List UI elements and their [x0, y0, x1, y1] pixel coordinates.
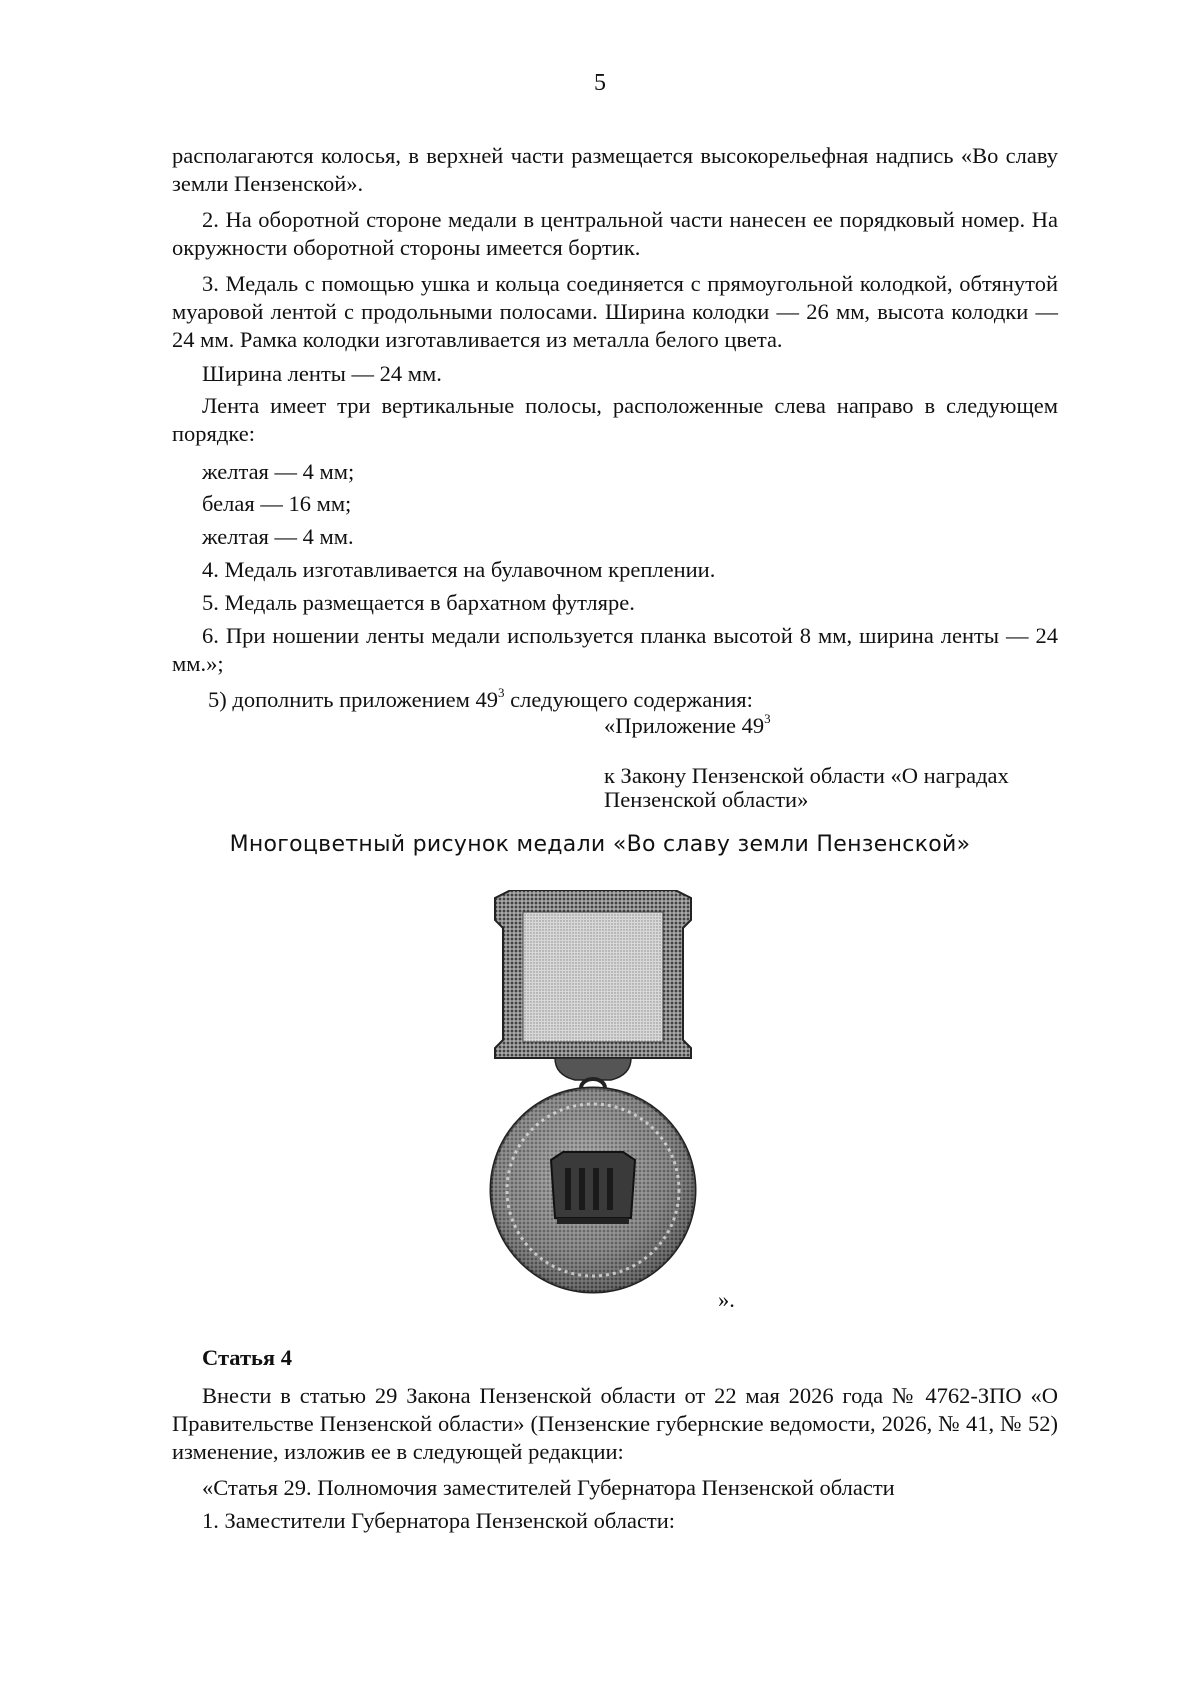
list-item: желтая — 4 мм;: [202, 459, 355, 484]
appendix-line-3: Пензенской области»: [604, 787, 809, 812]
list-item: желтая — 4 мм.: [202, 524, 354, 549]
paragraph-9: 4. Медаль изготавливается на булавочном креплении.: [202, 557, 716, 582]
closing-quote: ».: [718, 1287, 735, 1312]
figure-caption: Многоцветный рисунок медали «Во славу земли Пензенской»: [229, 832, 971, 857]
amendment-text: 5) дополнить приложением 49: [208, 687, 499, 712]
appendix-line-2: к Закону Пензенской области «О наградах: [604, 763, 1009, 788]
superscript: 3: [764, 710, 771, 726]
article-heading: Статья 4: [202, 1345, 292, 1370]
ribbon-panel: [523, 912, 663, 1042]
article-quote: «Статья 29. Полномочия заместителей Губернатора Пензенской области: [202, 1475, 895, 1500]
amendment-tail: следующего содержания:: [504, 687, 753, 712]
medal-lug: [555, 1058, 631, 1080]
appendix-title: [604, 712, 771, 740]
paragraph-1: располагаются колосья, в верхней части размещается высокорельефная надпись «Во славу земли Пензенской».: [172, 143, 1058, 196]
paragraph-4: Ширина ленты — 24 мм.: [202, 361, 442, 386]
paragraph-10: 5. Медаль размещается в бархатном футляре.: [202, 590, 635, 615]
article-item-1: 1. Заместители Губернатора Пензенской области:: [202, 1508, 676, 1533]
medal-illustration: [455, 890, 735, 1300]
paragraph-2: 2. На оборотной стороне медали в центральной части нанесен ее порядковый номер. На окружности оборотной стороны имеется бортик.: [172, 207, 1058, 260]
amendment-line: [208, 686, 753, 714]
paragraph-11: 6. При ношении ленты медали используется планка высотой 8 мм, ширина ленты — 24 мм.»;: [172, 623, 1058, 676]
paragraph-5: Лента имеет три вертикальные полосы, расположенные слева направо в следующем порядке:: [172, 393, 1058, 446]
appendix-label: «Приложение 49: [604, 713, 765, 738]
superscript: 3: [498, 684, 505, 700]
page-number: 5: [594, 70, 606, 96]
paragraph-3: 3. Медаль с помощью ушка и кольца соединяется с прямоугольной колодкой, обтянутой муаровой лентой с продольными полосами. Ширина колодки — 26 мм, высота колодки — 24 мм. Рамка колодки изготавливается из металла белого цвета.: [172, 271, 1058, 352]
medal-emblem: [551, 1152, 635, 1224]
list-item: белая — 16 мм;: [202, 491, 352, 516]
article-body: Внести в статью 29 Закона Пензенской области от 22 мая 2026 года № 4762-ЗПО «О Правительстве Пензенской области» (Пензенские губернские ведомости, 2026, № 41, № 52) изменение, изложив ее в следующей редакции:: [172, 1383, 1058, 1464]
